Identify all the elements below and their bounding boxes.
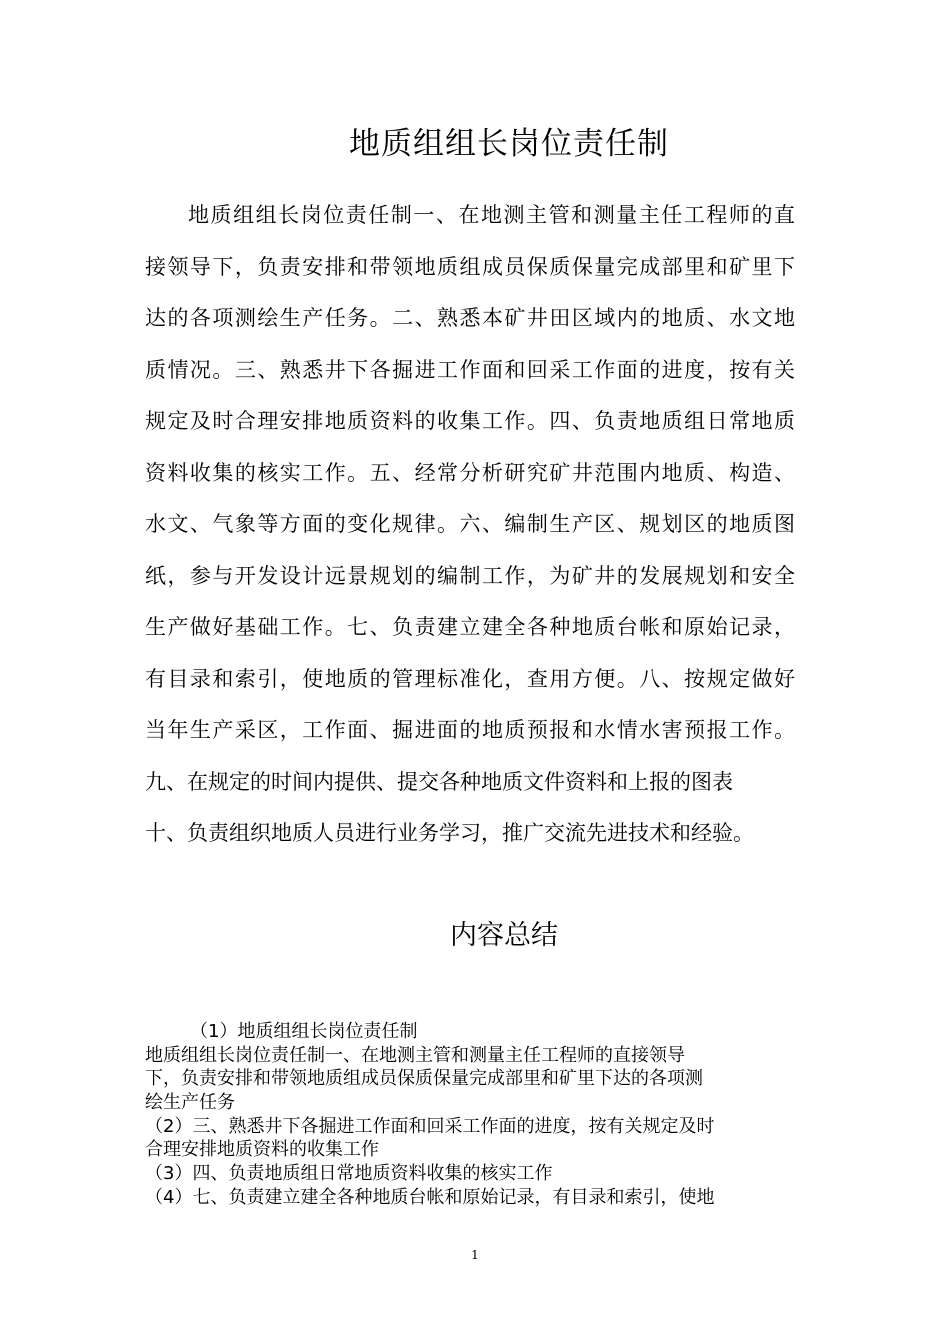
body-line: 生产做好基础工作。七、负责建立建全各种地质台帐和原始记录， (145, 615, 795, 639)
summary-title: 内容总结 (450, 920, 558, 951)
body-line: 水文、气象等方面的变化规律。六、编制生产区、规划区的地质图 (145, 512, 795, 536)
summary-line: 绘生产任务 (145, 1092, 235, 1114)
body-line: 资料收集的核实工作。五、经常分析研究矿井范围内地质、构造、 (145, 460, 795, 485)
body-line: 纸，参与开发设计远景规划的编制工作，为矿井的发展规划和安全 (145, 563, 795, 588)
body-line: 质情况。三、熟悉井下各掘进工作面和回采工作面的进度，按有关 (145, 357, 795, 382)
summary-line: （4）七、负责建立建全各种地质台帐和原始记录，有目录和索引，使地 (145, 1186, 715, 1208)
summary-line: 地质组组长岗位责任制一、在地测主管和测量主任工程师的直接领导 (145, 1044, 685, 1066)
body-line: 九、在规定的时间内提供、提交各种地质文件资料和上报的图表 (145, 769, 733, 794)
body-line: 地质组组长岗位责任制一、在地测主管和测量主任工程师的直 (188, 203, 795, 227)
body-line: 规定及时合理安排地质资料的收集工作。四、负责地质组日常地质 (145, 409, 795, 433)
body-line: 达的各项测绘生产任务。二、熟悉本矿井田区域内的地质、水文地 (145, 306, 795, 330)
summary-list (145, 1020, 805, 1210)
document-body (145, 193, 795, 863)
summary-line: （1）地质组组长岗位责任制 (190, 1021, 418, 1042)
body-line: 有目录和索引，使地质的管理标准化，查用方便。八、按规定做好 (145, 666, 795, 691)
document-title: 地质组组长岗位责任制 (349, 126, 669, 162)
summary-line: （2）三、熟悉井下各掘进工作面和回采工作面的进度，按有关规定及时 (145, 1115, 715, 1137)
page-number: 1 (471, 1248, 479, 1262)
body-line: 十、负责组织地质人员进行业务学习，推广交流先进技术和经验。 (145, 821, 754, 845)
summary-line: （3）四、负责地质组日常地质资料收集的核实工作 (145, 1163, 553, 1185)
body-line: 当年生产采区，工作面、掘进面的地质预报和水情水害预报工作。 (145, 718, 795, 742)
summary-line: 合理安排地质资料的收集工作 (145, 1139, 379, 1161)
body-line: 接领导下，负责安排和带领地质组成员保质保量完成部里和矿里下 (145, 254, 795, 279)
summary-line: 下，负责安排和带领地质组成员保质保量完成部里和矿里下达的各项测 (145, 1068, 703, 1090)
